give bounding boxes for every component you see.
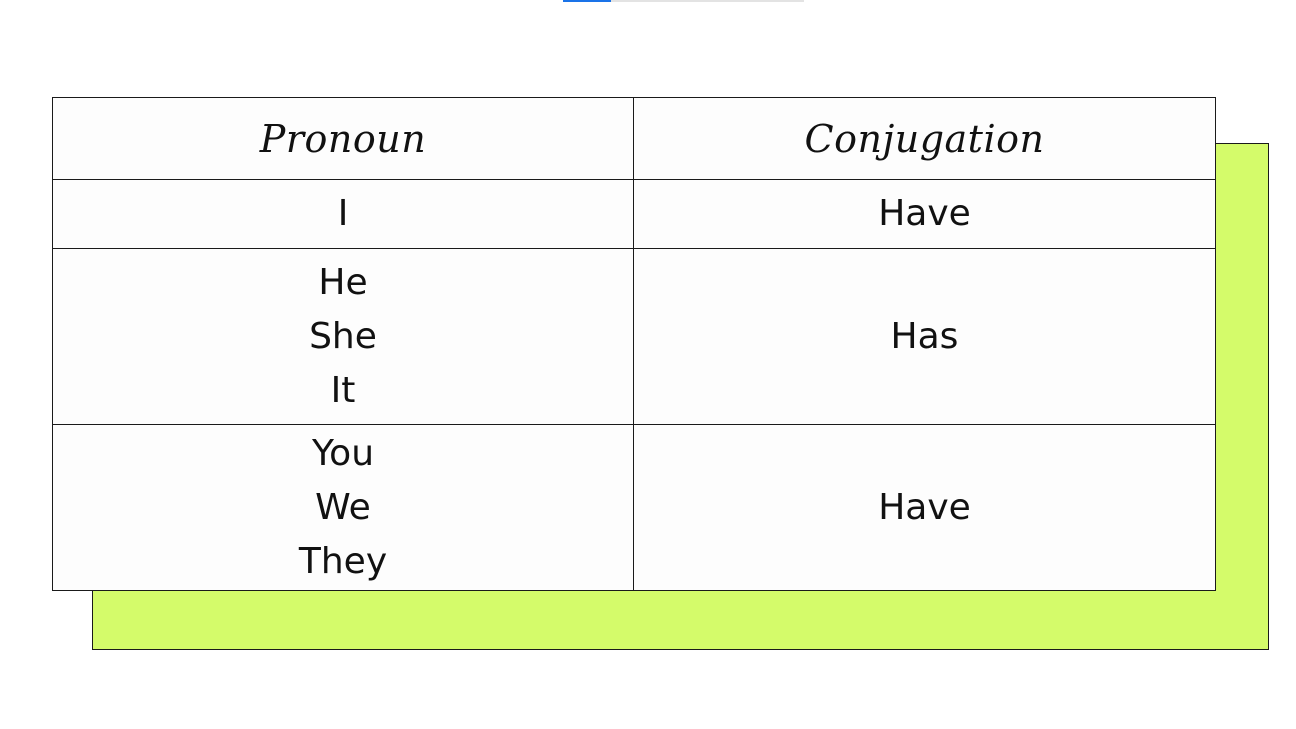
table-row (53, 180, 1216, 249)
video-progress-bar[interactable] (563, 0, 804, 2)
pronoun-i: I (337, 193, 349, 234)
pronoun-you: You (311, 432, 375, 474)
conjugation-cell: Have (634, 180, 1216, 249)
header-row (53, 98, 1216, 180)
pronoun-she: She (309, 315, 377, 357)
pronoun-cell (53, 249, 634, 425)
pronoun-we: We (315, 486, 371, 528)
video-progress-fill (563, 0, 611, 2)
header-conjugation: Conjugation (634, 98, 1216, 180)
header-pronoun: Pronoun (53, 98, 634, 180)
pronoun-cell (53, 425, 634, 591)
table-row (53, 425, 1216, 591)
conjugation-cell: Have (634, 425, 1216, 591)
conjugation-cell: Has (634, 249, 1216, 425)
pronoun-they: They (298, 540, 388, 582)
conjugation-table (52, 97, 1216, 591)
pronoun-cell (53, 180, 634, 249)
pronoun-it: It (330, 369, 356, 411)
table-row (53, 249, 1216, 425)
pronoun-he: He (318, 261, 368, 303)
